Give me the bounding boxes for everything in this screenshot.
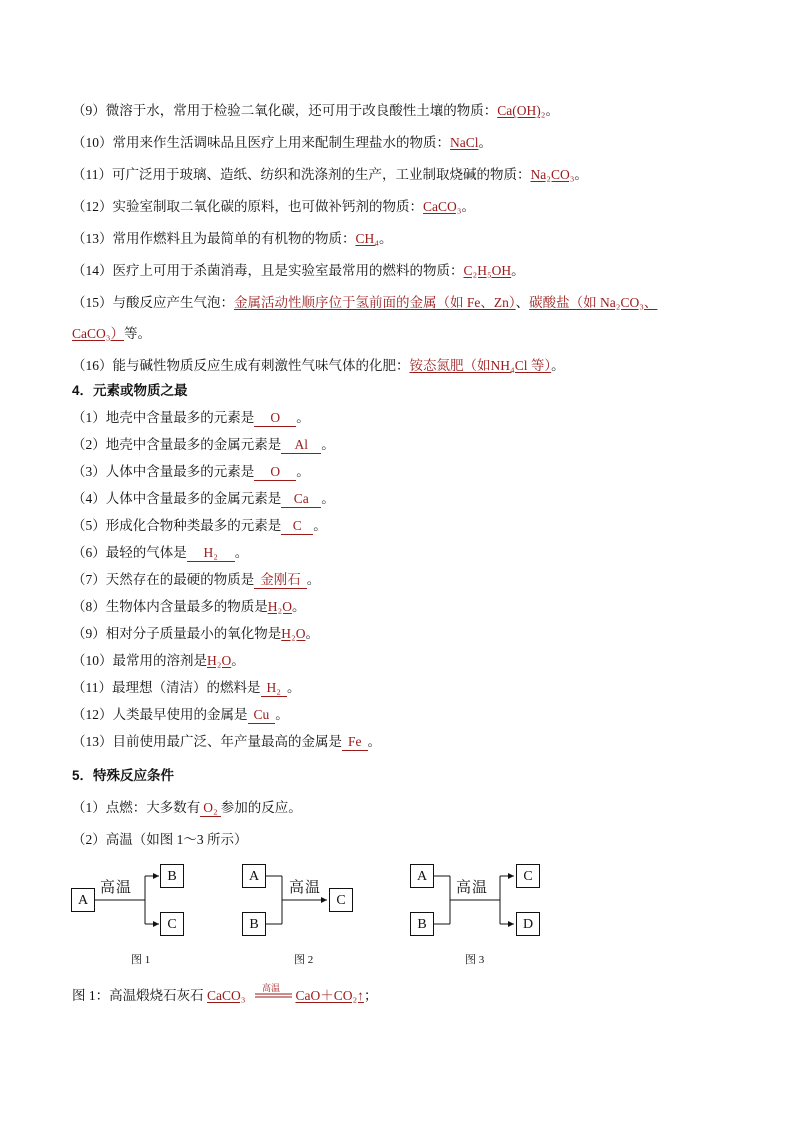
- item-answer: H₂: [261, 680, 287, 697]
- item-answer: H₂: [187, 545, 235, 562]
- item-text: 与酸反应产生气泡：: [112, 295, 234, 310]
- item-tail: 。: [305, 626, 319, 641]
- fig2-caption: 图 2: [294, 954, 314, 966]
- fig1-condition-label: 高温: [100, 880, 133, 896]
- item-number: （6）: [72, 545, 106, 560]
- item-tail: 。: [291, 599, 306, 614]
- item-text: 最轻的气体是: [105, 545, 187, 560]
- item-number: （5）: [72, 518, 106, 533]
- item-text: 相对分子质量最小的氧化物是: [105, 626, 282, 641]
- item-answer: O₂: [200, 800, 220, 817]
- equation-line: [72, 987, 377, 1005]
- item-tail: 等。: [123, 326, 151, 341]
- item-tail: 。: [306, 572, 321, 587]
- equation-tail: ；: [363, 988, 378, 1003]
- fig1-box-a: A: [71, 888, 95, 912]
- fig2-box-b: B: [242, 912, 266, 936]
- item-number: （4）: [72, 491, 106, 506]
- item-number: （13）: [72, 734, 113, 749]
- item-tail: 。: [275, 707, 289, 722]
- item-number: （2）: [72, 437, 106, 452]
- item-text: 人类最早使用的金属是: [112, 707, 248, 722]
- item-answer: O: [254, 464, 296, 481]
- item-text: 医疗上可用于杀菌消毒，且是实验室最常用的燃料的物质：: [112, 263, 464, 278]
- item-text: 生物体内含量最多的物质是: [105, 599, 268, 614]
- item-number: （1）: [72, 410, 106, 425]
- item-tail: 。: [231, 653, 245, 668]
- item-text: 点燃：大多数有: [105, 800, 201, 815]
- item-tail: 。: [321, 437, 335, 452]
- item-tail: 。: [321, 491, 335, 506]
- equation-prefix: 图 1：高温煅烧石灰石: [72, 988, 207, 1003]
- item-tail: 。: [574, 167, 588, 182]
- section-4-title: 4．元素或物质之最: [72, 383, 188, 398]
- item-text: 微溶于水，常用于检验二氧化碳，还可用于改良酸性土壤的物质：: [105, 103, 498, 118]
- item-answer: H₂O: [207, 653, 232, 668]
- item-number: （9）: [72, 626, 106, 641]
- fig2-condition-label: 高温: [289, 880, 322, 896]
- item-number: （11）: [72, 680, 112, 695]
- item-text: 常用来作生活调味品且医疗上用来配制生理盐水的物质：: [112, 135, 450, 150]
- fig3-box-a: A: [410, 864, 434, 888]
- item-answer: 铵态氮肥（如NH₄Cl 等）: [409, 358, 552, 373]
- item-answer: Ca(OH)₂: [497, 103, 546, 118]
- item-text: 形成化合物种类最多的元素是: [105, 518, 282, 533]
- item-text: 地壳中含量最多的金属元素是: [105, 437, 282, 452]
- item-number: （12）: [72, 707, 113, 722]
- item-answer: C₂H₅OH: [463, 263, 512, 278]
- item-tail: 。: [551, 358, 565, 373]
- item-number: （12）: [72, 199, 113, 214]
- item-number: （2）: [72, 832, 106, 847]
- fig1-caption: 图 1: [131, 954, 151, 966]
- item-tail: 。: [378, 231, 393, 246]
- item-tail: 。: [478, 135, 492, 150]
- fig2-box-a: A: [242, 864, 266, 888]
- item-number: （9）: [72, 103, 106, 118]
- item-answer: CaCO₃: [423, 199, 462, 214]
- item-number: （13）: [72, 231, 113, 246]
- item-answer: Na₂CO₃: [530, 167, 575, 182]
- item-text: 高温（如图 1～3 所示）: [105, 832, 248, 847]
- item-tail: 。: [234, 545, 249, 560]
- fig3-box-d: D: [516, 912, 540, 936]
- item-answer-3: CaCO₃）: [72, 326, 124, 341]
- item-number: （1）: [72, 800, 106, 815]
- item-answer: Fe: [342, 734, 368, 751]
- item-tail: 。: [461, 199, 475, 214]
- item-number: （15）: [72, 295, 113, 310]
- item-number: （10）: [72, 653, 113, 668]
- item-number: （8）: [72, 599, 106, 614]
- item-answer: CH₄: [355, 231, 379, 246]
- equation-products: CaO＋CO₂↑: [295, 988, 364, 1003]
- item-answer: 金属活动性顺序位于氢前面的金属（如 Fe、Zn）: [234, 295, 516, 310]
- item-answer: Cu: [248, 707, 276, 724]
- item-text: 天然存在的最硬的物质是: [105, 572, 255, 587]
- item-tail: 。: [367, 734, 381, 749]
- item-answer: H₂O: [267, 599, 292, 614]
- item-tail: 参加的反应。: [220, 800, 302, 815]
- item-number: （3）: [72, 464, 106, 479]
- item-text: 地壳中含量最多的元素是: [105, 410, 255, 425]
- section-5-title: 5．特殊反应条件: [72, 768, 175, 783]
- item-text: 最常用的溶剂是: [112, 653, 207, 668]
- item-number: （16）: [72, 358, 113, 373]
- fig1-box-c: C: [160, 912, 184, 936]
- item-answer: C: [281, 518, 313, 535]
- item-answer: H₂O: [281, 626, 306, 641]
- item-text: 人体中含量最多的金属元素是: [105, 491, 282, 506]
- equation-condition: 高温: [262, 983, 281, 993]
- item-number: （10）: [72, 135, 113, 150]
- item-text: 人体中含量最多的元素是: [105, 464, 255, 479]
- fig1-box-b: B: [160, 864, 184, 888]
- item-tail: 。: [313, 518, 327, 533]
- item-text: 实验室制取二氧化碳的原料，也可做补钙剂的物质：: [112, 199, 423, 214]
- item-text: 常用作燃料且为最简单的有机物的物质：: [112, 231, 356, 246]
- fig2-box-c: C: [329, 888, 353, 912]
- item-answer: O: [254, 410, 296, 427]
- item-number: （11）: [72, 167, 112, 182]
- item-answer: Al: [281, 437, 321, 454]
- fig3-caption: 图 3: [465, 954, 485, 966]
- fig3-condition-label: 高温: [456, 880, 489, 896]
- equation-reactant: CaCO₃: [207, 988, 246, 1003]
- item-text: 最理想（清洁）的燃料是: [112, 680, 261, 695]
- item-tail: 。: [296, 464, 310, 479]
- item-answer: NaCl: [450, 135, 479, 150]
- item-answer: Ca: [281, 491, 321, 508]
- item-tail: 。: [511, 263, 525, 278]
- item-tail: 。: [286, 680, 301, 695]
- item-tail: 。: [545, 103, 559, 118]
- fig3-box-b: B: [410, 912, 434, 936]
- item-answer: 金刚石: [254, 572, 307, 589]
- item-text: 可广泛用于玻璃、造纸、纺织和洗涤剂的生产，工业制取烧碱的物质：: [112, 167, 531, 182]
- item-text: 能与碱性物质反应生成有刺激性气味气体的化肥：: [112, 358, 410, 373]
- item-tail: 。: [296, 410, 310, 425]
- item-text: 目前使用最广泛、年产量最高的金属是: [112, 734, 342, 749]
- item-separator: 、: [515, 295, 530, 310]
- item-answer-2: 碳酸盐（如 Na₂CO₃、: [529, 295, 658, 310]
- item-number: （14）: [72, 263, 113, 278]
- fig3-box-c: C: [516, 864, 540, 888]
- item-number: （7）: [72, 572, 106, 587]
